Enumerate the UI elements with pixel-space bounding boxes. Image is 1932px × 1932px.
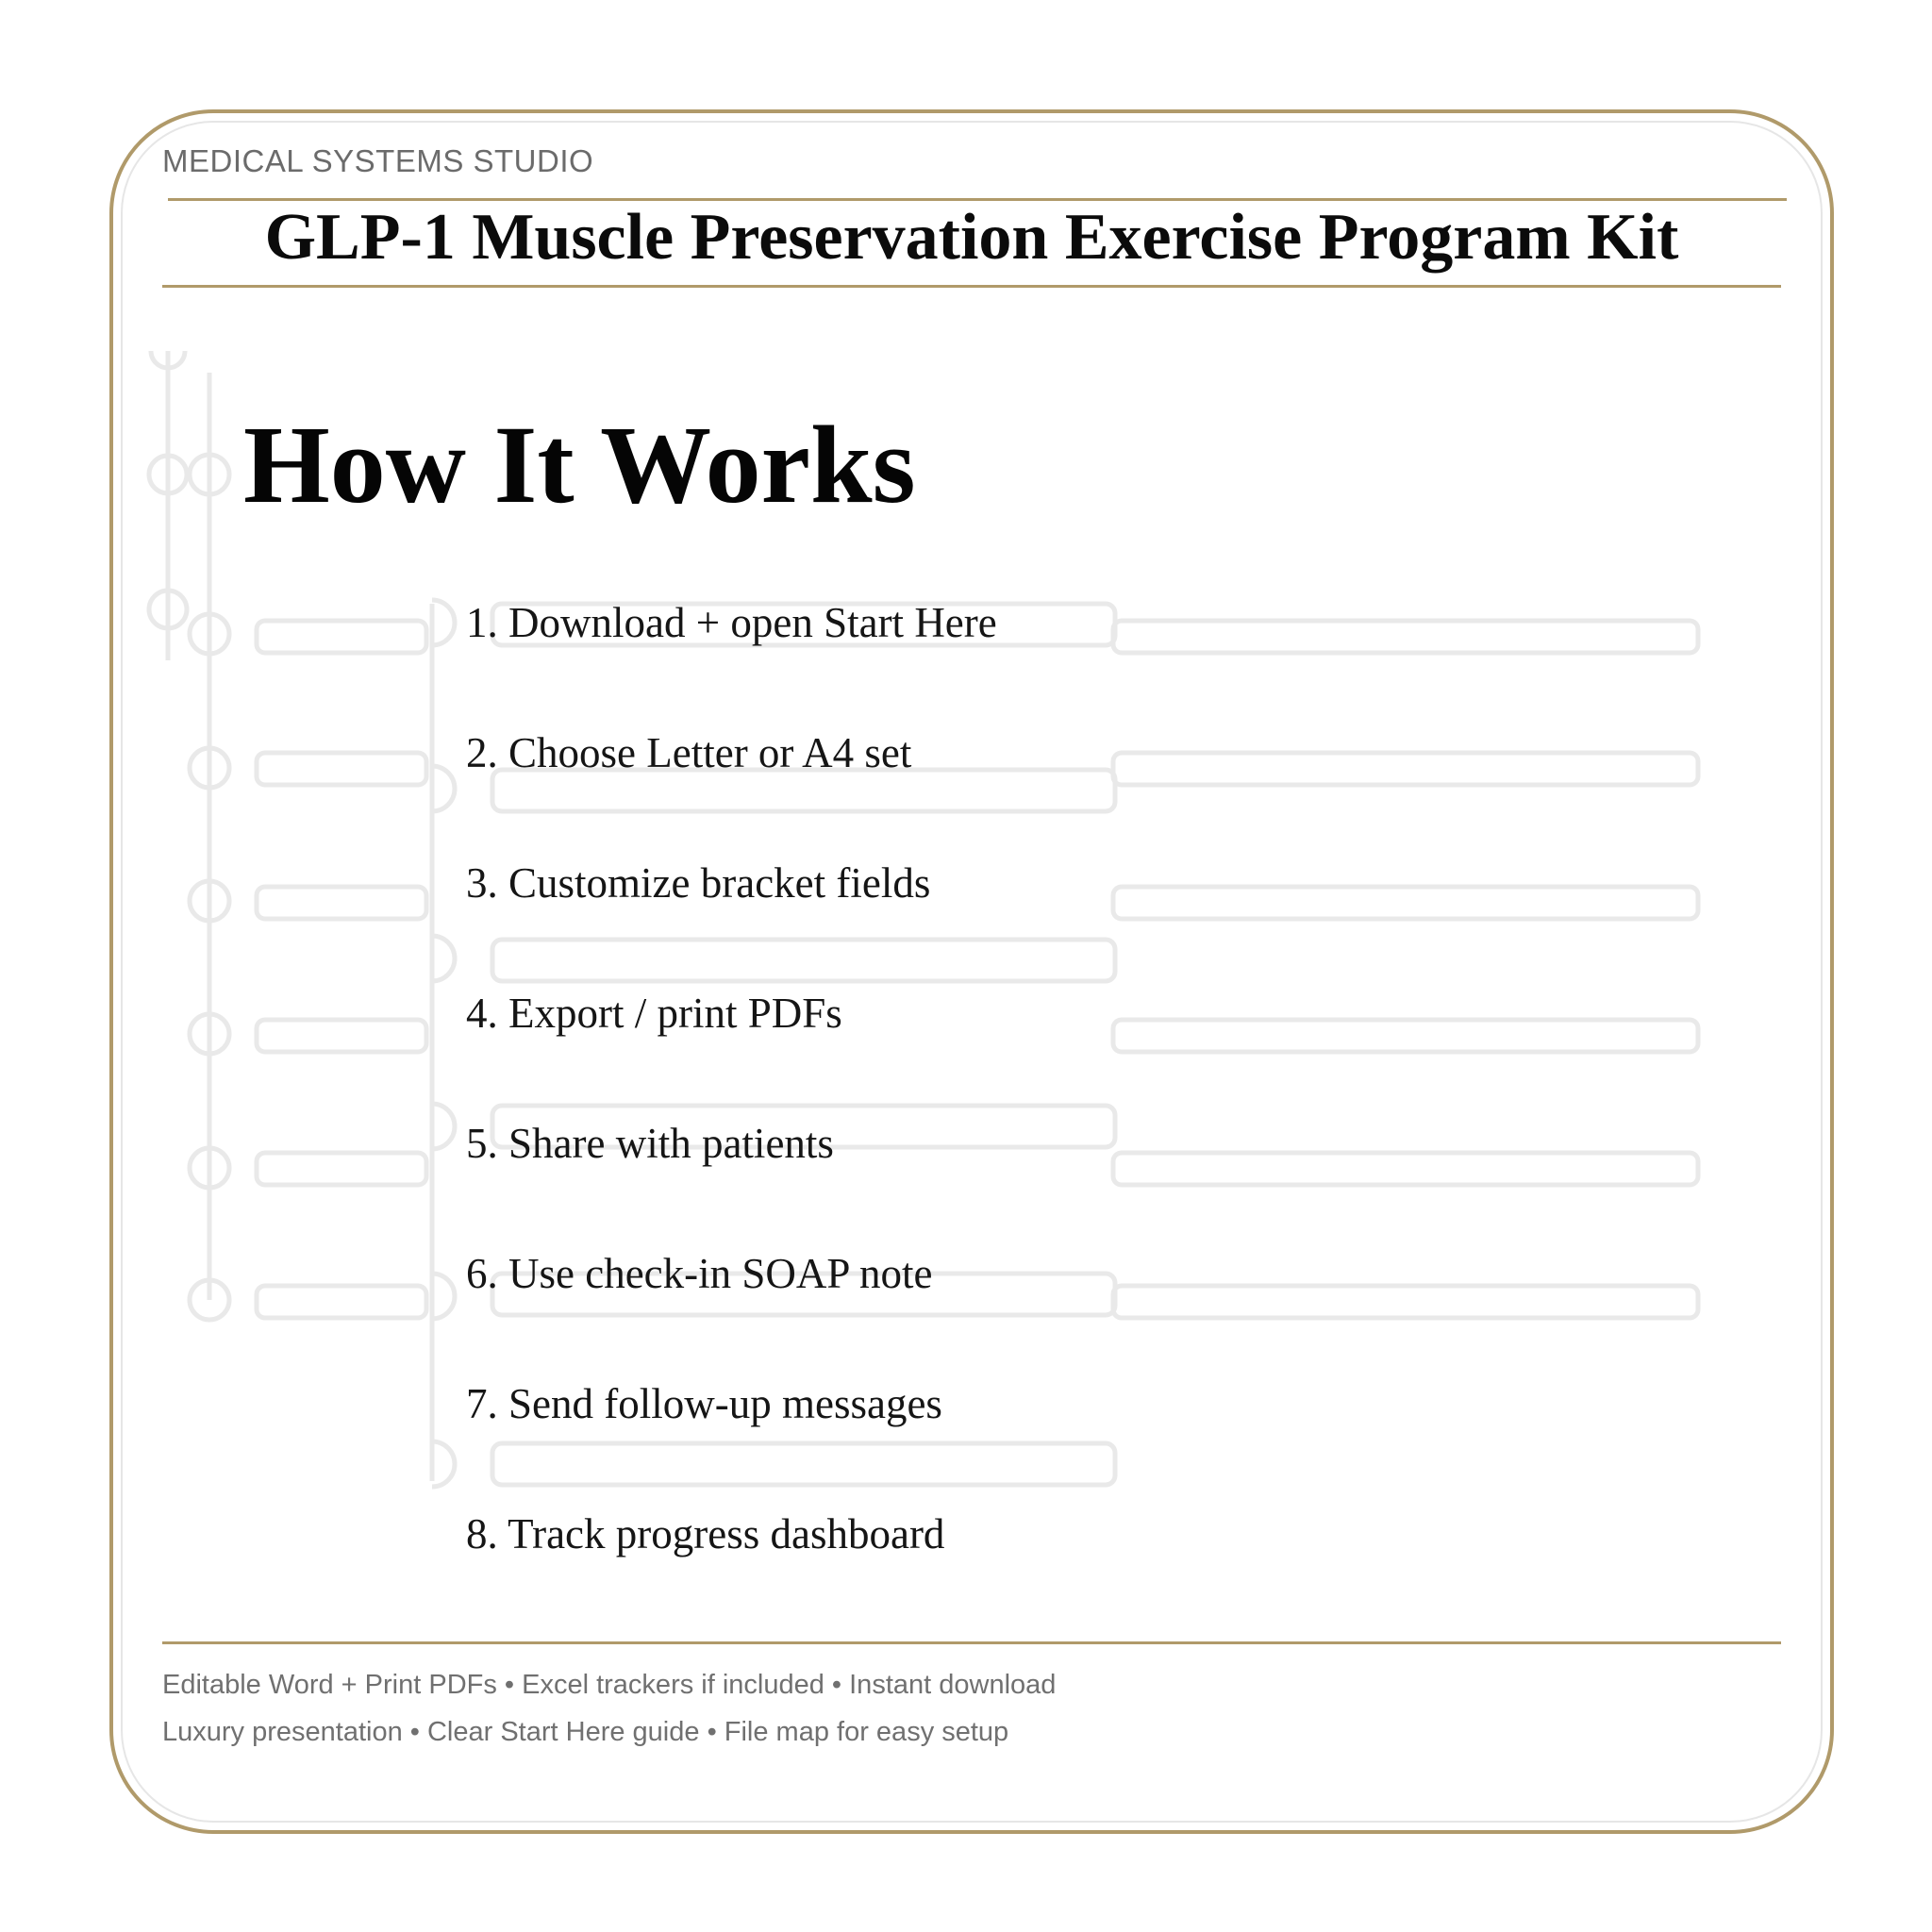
step-item: 1. Download + open Start Here	[466, 599, 997, 646]
step-item: 7. Send follow-up messages	[466, 1380, 942, 1427]
header-bottom-rule	[162, 285, 1781, 288]
step-item: 3. Customize bracket fields	[466, 859, 931, 907]
step-item: 8. Track progress dashboard	[466, 1510, 945, 1557]
section-title: How It Works	[243, 403, 916, 526]
kit-title: GLP-1 Muscle Preservation Exercise Program Kit	[264, 201, 1679, 274]
step-item: 2. Choose Letter or A4 set	[466, 729, 912, 776]
brand-name: MEDICAL SYSTEMS STUDIO	[162, 143, 594, 178]
footer-features-line: Editable Word + Print PDFs • Excel trackers if included • Instant download	[162, 1670, 1057, 1700]
step-item: 5. Share with patients	[466, 1120, 834, 1167]
footer-rule	[162, 1641, 1781, 1644]
footer-benefits-line: Luxury presentation • Clear Start Here guide • File map for easy setup	[162, 1717, 1009, 1747]
steps-list	[466, 594, 997, 1636]
step-item: 4. Export / print PDFs	[466, 990, 842, 1037]
step-item: 6. Use check-in SOAP note	[466, 1250, 933, 1297]
